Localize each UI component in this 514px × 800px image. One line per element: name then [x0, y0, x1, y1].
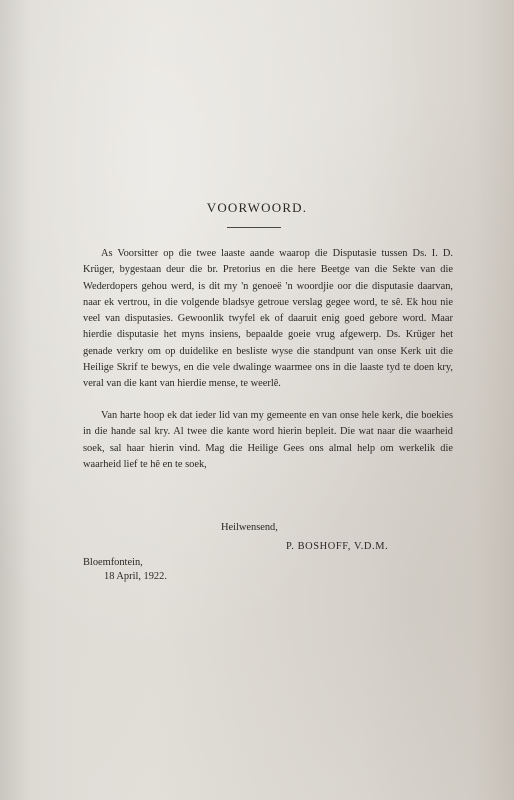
- page-title: VOORWOORD.: [206, 200, 308, 215]
- paragraph-2: Van harte hoop ek dat ieder lid van my gemeente en van onse hele kerk, die boekies in die hande sal kry. Al twee die kante word hierin bepleit. Die wat naar die waarheid soek, sal haar hierin vind. Mag die Heilige Gees ons almal help om werkelik die waarheid lief te hê en te soek,: [83, 410, 453, 470]
- title-underline: [227, 227, 281, 228]
- signature: P. BOSHOFF, V.D.M.: [286, 541, 389, 552]
- place-line: Bloemfontein,: [83, 557, 143, 568]
- paragraph-1: As Voorsitter op die twee laaste aande waarop die Disputasie tussen Ds. I. D. Krüger, bygestaan deur die br. Pretorius en die here Beetge van die Sekte van die Wederdopers gehou werd, is dit my 'n genoeë 'n woordjie oor die disputasie daarvan, naar ek vertrou, in die volgende bladsye getroue verslag gegee word, te sê. Ek hou nie veel van disputasies. Gewoonlik twyfel ek of daaruit enig goed gebore word. Maar hierdie disputasie het myns insiens, bepaalde goeie vrug afgewerp. Ds. Krüger het genade verkry om op duidelike en besliste wyse die standpunt van onse Kerk uit die Heilige Skrif te bewys, en die vele dwalinge waarmee ons in die laaste tyd te doen kry, veral van die kant van hierdie mense, te weerlê.: [83, 248, 453, 390]
- date-line: 18 April, 1922.: [104, 571, 167, 582]
- closing-greeting: Heilwensend,: [221, 522, 278, 533]
